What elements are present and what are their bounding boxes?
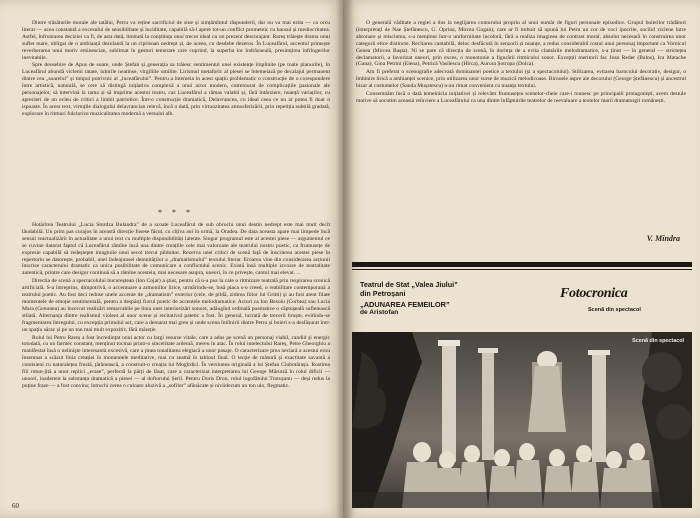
section-rule-thin (352, 269, 692, 270)
paragraph: Consemnăm încă o dată temeinicia inițiativei și relevăm frumusețea scenelor-cheie care-i reunesc pe principalii protagoniști, avem destule motive să socotim această reînviere a Luceafărului ca una dintre înfăptuirile teatrelor de reevaluare a textelor marii dramaturgii românești. (356, 91, 686, 104)
fotocronica-logo: Fotocronica (560, 286, 628, 301)
play-title: „ADUNAREA FEMEILOR” (360, 300, 450, 309)
paragraph: Directia de scenă a spectacolului bucureștean (Ion Cojar) a știut, pentru că n-a pus la cale o ritmizare teatrală prin respirarea scenică artificială. S-a întreprins, dimpotrivă, o accentuare a armoniilor lirice, urmărindu-se, însă placa s-o creed, o reabilitare contemporană a teatrului poetic. Au fost deci reduse unele accente de „dramatism” exterior (cele, de pildă, zidirea fiilor lui Gritti) și au fost atent filate momentele de emoție sentimentală, pentru a despărți fiorul poetic de accentele melodramatice. Actori ca Ion Besoiu (Corbea) sau Lucia Mara (Genunea) au încercat realizări remarcabile pe linia unei interiorizări sonore, adăugînd ordinală poematice o căptușeală sufletească stilată. Alternanța dintre realismul violent al unor scene și recitativul patetic a fost. În general, lucrată de trecerii bruște, evitîndu-se fragmentarea întregului, cu excepția primului act, care a demarat mai greu și unde scena întîlnirii dintre Petru și boieri s-a desfășurat într-un spațiu sărac și pe un ton mai mult expozitiv, fără măreție. (22, 278, 330, 333)
author-signature: V. Mîndra (646, 234, 680, 243)
theatre-name: Teatrul de Stat „Valea Jiului” (360, 280, 458, 289)
section-separator: * * * (158, 208, 194, 217)
paragraph: Am fi preferat o scenografie adecvată dominantei poetice a textului (și a spectacolului). Stilizarea, evitarea barocului decorativ, desigur, o îmbinire lirică a ambianței scenice, prin utilizarea unor surse de muzică melodicoase. Birouele aspre ale decorului (George Ștefănescu) și ancestrul bizar al costumelor (Sanda Mușatescu) n-au rimat convenient cu nuanța textului. (356, 69, 686, 90)
right-column-top (356, 20, 686, 105)
paragraph: Rolul lui Petru Rareș a fost încredințat unui actor cu largi resurse vitale, care a adus pe scenă un personaj viabil, candid și energic totodată, cu un farmec constant, menținut tocmai printr-o sinceritate ardentă, mereu în atac. În rolul intelectului Rareș, Petre Gheorghiu a manifestat însă o nelinişte interesantă excesivă, care a ținea tonalitatea elegiacă a unor pasaje. O caracterizare prea neclară a acestui erou însemnat a scăzut linia creației în momentele meditative, mai cu seamă în tabloul final. O lecție de măsură și exactitate savantă a comisieni cu naturalețea frustă, țărănească, a construit-o creația lui Mogîrdici. În versiunea originală a lui Ștefan Ciubotărașu. Rostirea fiii rotun-jită a unor replici „erase”, perfectă la părți de lăsat, care a caracterizat interpretarea lui George Mărutză în rolul dificil — unoori, inaderent la substanța dramatică a piesei — al doftorului Șeril. Pentru Doris Dron, rolul logofătului Trotușanu — deși redus la puține fraze — a fost convins; întruchi cerea o culoare aluzivă a „sofilor” afânâcate și nivlidecum un ton ulo, flegmatic. (22, 334, 330, 389)
paragraph: Spre deosebire de Apus de soare, unde Ștefan și generația sa trăiesc sentimentul unei existențe împlinite (pe toate planurile), în Luceafărul abundă viclemi ratate, iubirile neatinse, virgiliile umilite. Lirismul metaforic al piesei se întemeiază pe decalajul permanent dintre cea „soarelui” și timpul potrivnic al „luceafărului”. Pentru a întemeia în acest spațiu problematic o construcție de o corespundere între artistică, naturală, se cere să distingă inițiativa complexă a unui actor modern, cutremurat de complicațiile pasionale ale personajelor, să intervină la rama și să imprime acestui teatru, caz Luceafărul a rămas valabil și, fără întârziere, nuanță variaților, cu aprecieri de un ecleu de critici a limbii patriotice. Într-o construcție dramatică, Delavrancea, cu ideal ceea ce nu ar putea fi doar o ispoaste. În acest text, virtuțile dialogului delavrancian relevă, încă o dată, prin virtuozitatea atmosferizării, prin repetiția subtilă gradată, explorare în ritmuri folclorice muzicalitatea modernă a versului alb. (22, 62, 330, 117)
page-number: 60 (12, 502, 19, 510)
left-column-bottom (22, 222, 330, 390)
play-author: de Aristofan (360, 309, 399, 316)
stage-photo (352, 332, 692, 508)
stage-photo-image (352, 332, 692, 508)
left-column-top (22, 20, 330, 118)
photo-caption-top: Scenă din spectacol (588, 307, 641, 313)
section-heading (360, 280, 458, 316)
paragraph: Hotărîrea Teatrului „Lucia Sturdza Bulandra” de a scoate Luceafărul de sub obroclu unui destin nedrept este mai mult decît lăudabilă. Un prim pas curajos în această direcție fusese făcut, cu cîțiva ani în urmă, la Oradea. De data aceasta apare mai limpede încă sensul reactualizării în actualitate a unui text cu multiple disponibilități latente. Singur programul este al acestei piese — argumentul ce se cuvine datorat faptul că Luceafărul rămîne încă una dintre creațiile cele mai valoroase ale teatrului nostru poetic, cu frumusețe de expresie capabilă să redeștepte imaginile unui secol trecut pilduitor. Rezerva unei critici de scenă față de înscrierea acestei piese în repertoriu se datorește, probabil, unei îndeajunsei demnităților a „dramatismului” textului literar. Eroarea vine din considerarea acțiunii înscrise caracterului dramatic ca unica posibilitate de comunicare a conflictului scenic. Există însă multiple izvoare de teatralitate autentică, printre care desigur continuă să a rămîne acesteia, mai necesare asupra, uneori, în ce privește, cantul mai elevat. ... (22, 222, 330, 277)
paragraph: O generală văditate a regiei a dus la neglijarea conturului propriu al unui număr de figuri personale episodice. Grupul boierilor trădători (interpretați de Nae Ștefănescu, G. Oprina, Mircea Gogan), care ar fi trebuit să opună lui Petru un cor de voci ipocrite, socilid viclene între abronare și miscinma, s-a menținut într-o uniformitate incoloră, fără a realiza imaginea de contrast moral, absolut necesară în construirea unor categorii etice distincte. Recitarea cantabilă, deloc desfăcută în senzorii și nuanțe, a redus considerabil rostul unui personaj important ca Vornicul Genea (Mircea Bașta). Ni se pare că direcția de scenă, în dorința de a evita clamările melodramatice, s-a ținut — în general — strictețea declamatorii, a favorizat uneori, prin exces, o monotonie a figurării ritmicului sonor. Excepții meritorii fac Jean Reder (Balos), Ica Matache (Gana), Gina Petrini (Elena), Petrică Vasilescu (Hîrca), Aurora Șotropa (Dolca). (356, 20, 686, 68)
paragraph: Dintre trăsăturile morale ale tatălui, Petru va reține sacrificiul de sine și simțămîntul răspunderii, dar nu va mai ezita — ca orcu literar — acea constantă a excesului de sensibilitate și luciditate, capabilă să-l apere tot-un conflict prometeic cu haosul și mediocritatea. Astfel, înfruntarea deciziei va fi, de asta dată, limitată la conștiința unui trecut ideal cu un prezent descurajant. Rareș trăiește drama unui suflet mare, obligat de o ambianță dezolantă la un ciprisoan nedrept și, de aceea, cu desdebe dezeros. În Luceafărul, accentul primește reverberarea unui motiv eminescian, sublimat în gesturi temerare care cuprind, la superba lor îndrăzneală, presimțirea infrîngerilor inevitabile. (22, 20, 330, 61)
photo-caption: Scenă din spectacol (632, 338, 684, 344)
section-rule (352, 262, 692, 267)
theatre-city: din Petroșani (360, 289, 406, 298)
left-page (0, 0, 344, 518)
